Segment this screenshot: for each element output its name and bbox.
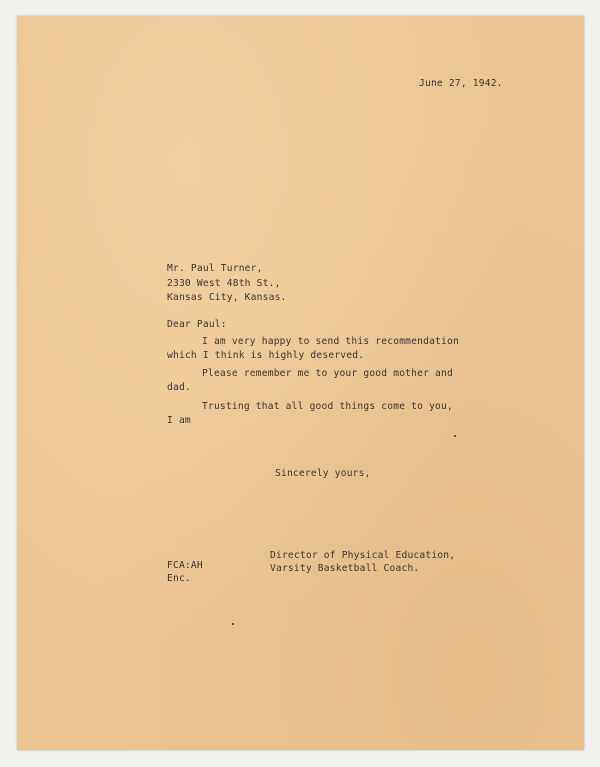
paragraph-3-line-2: I am bbox=[167, 415, 191, 426]
ink-speck bbox=[232, 623, 234, 625]
enclosure-note: Enc. bbox=[167, 573, 191, 584]
ink-speck bbox=[454, 435, 456, 437]
closing: Sincerely yours, bbox=[275, 468, 371, 479]
letter-date: June 27, 1942. bbox=[419, 78, 503, 89]
paragraph-1-line-1: I am very happy to send this recommendation bbox=[202, 336, 459, 347]
paragraph-1-line-2: which I think is highly deserved. bbox=[167, 350, 365, 361]
recipient-city: Kansas City, Kansas. bbox=[167, 292, 287, 303]
recipient-street: 2330 West 48th St., bbox=[167, 278, 281, 289]
paragraph-2-line-2: dad. bbox=[167, 382, 191, 393]
recipient-name: Mr. Paul Turner, bbox=[167, 263, 263, 274]
paragraph-2-line-1: Please remember me to your good mother and bbox=[202, 368, 453, 379]
salutation: Dear Paul: bbox=[167, 319, 227, 330]
signature-title-line-1: Director of Physical Education, bbox=[270, 550, 456, 561]
reference-initials: FCA:AH bbox=[167, 560, 203, 571]
letter-paper bbox=[17, 16, 584, 750]
paragraph-3-line-1: Trusting that all good things come to you, bbox=[202, 401, 453, 412]
signature-title-line-2: Varsity Basketball Coach. bbox=[270, 563, 420, 574]
